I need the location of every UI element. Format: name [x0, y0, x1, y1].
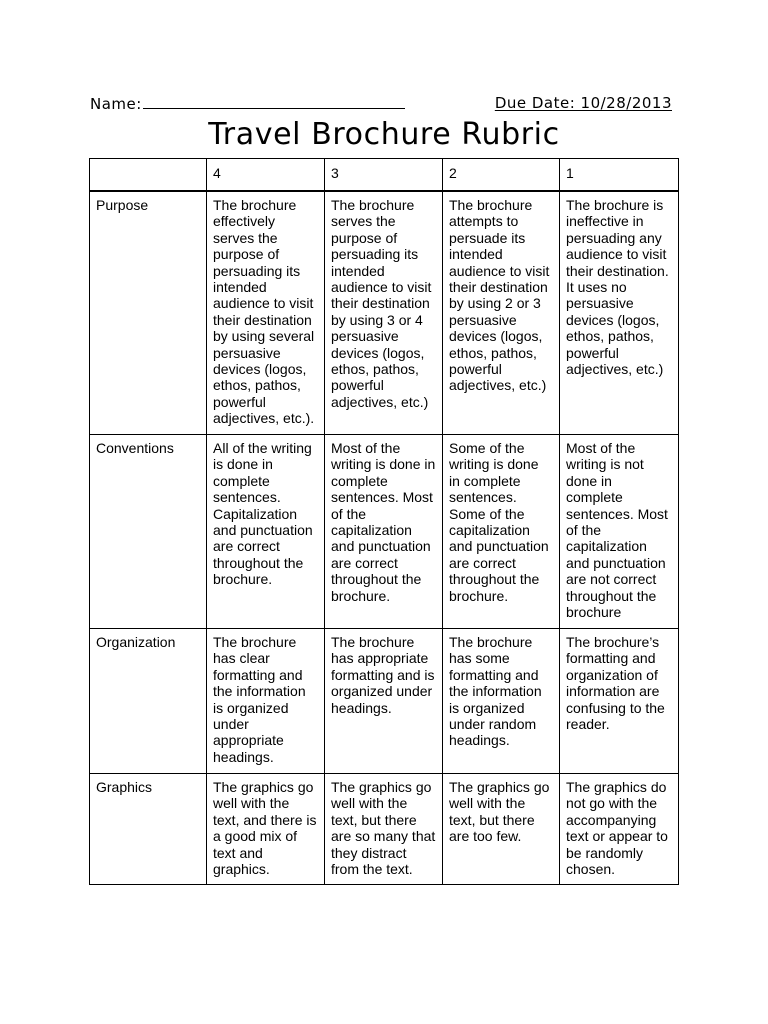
criteria-cell: The brochure has appropriate formatting and is organized under headings.	[325, 629, 443, 774]
category-cell: Purpose	[90, 191, 207, 435]
criteria-cell: The brochure has some formatting and the information is organized under random headings.	[443, 629, 560, 774]
criteria-cell: The graphics go well with the text, but there are too few.	[443, 774, 560, 885]
table-row-conventions	[90, 435, 679, 629]
criteria-cell: Some of the writing is done in complete sentences. Some of the capitalization and punctuation are correct throughout the brochure.	[443, 435, 560, 629]
header-cell-3: 3	[325, 159, 443, 192]
category-cell: Conventions	[90, 435, 207, 629]
criteria-cell: The graphics go well with the text, but there are so many that they distract from the text.	[325, 774, 443, 885]
header-cell-blank	[90, 159, 207, 192]
header-cell-1: 1	[560, 159, 679, 192]
category-cell: Organization	[90, 629, 207, 774]
table-row-purpose	[90, 191, 679, 435]
criteria-cell: The brochure effectively serves the purpose of persuading its intended audience to visit their destination by using several persuasive devices (logos, ethos, pathos, powerful adjectives, etc.).	[207, 191, 325, 435]
criteria-cell: All of the writing is done in complete sentences. Capitalization and punctuation are correct throughout the brochure.	[207, 435, 325, 629]
name-blank-line[interactable]	[143, 94, 405, 109]
name-label: Name:	[90, 95, 142, 113]
criteria-cell: The brochure is ineffective in persuading any audience to visit their destination. It uses no persuasive devices (logos, ethos, pathos, powerful adjectives, etc.)	[560, 191, 679, 435]
page-title: Travel Brochure Rubric	[208, 117, 560, 152]
category-cell: Graphics	[90, 774, 207, 885]
criteria-cell: Most of the writing is done in complete sentences. Most of the capitalization and punctuation are correct throughout the brochure.	[325, 435, 443, 629]
criteria-cell: The graphics do not go with the accompanying text or appear to be randomly chosen.	[560, 774, 679, 885]
criteria-cell: The brochure has clear formatting and the information is organized under appropriate headings.	[207, 629, 325, 774]
name-field	[90, 94, 405, 113]
criteria-cell: Most of the writing is not done in complete sentences. Most of the capitalization and punctuation are not correct throughout the brochure	[560, 435, 679, 629]
due-date: Due Date: 10/28/2013	[494, 94, 672, 112]
table-row-graphics	[90, 774, 679, 885]
criteria-cell: The brochure attempts to persuade its intended audience to visit their destination by using 2 or 3 persuasive devices (logos, ethos, pathos, powerful adjectives, etc.)	[443, 191, 560, 435]
rubric-table	[89, 158, 679, 885]
criteria-cell: The brochure serves the purpose of persuading its intended audience to visit their destination by using 3 or 4 persuasive devices (logos, ethos, pathos, powerful adjectives, etc.)	[325, 191, 443, 435]
criteria-cell: The brochure’s formatting and organization of information are confusing to the reader.	[560, 629, 679, 774]
header-cell-4: 4	[207, 159, 325, 192]
table-header-row	[90, 159, 679, 192]
header-cell-2: 2	[443, 159, 560, 192]
header-line	[90, 94, 672, 114]
table-row-organization	[90, 629, 679, 774]
criteria-cell: The graphics go well with the text, and there is a good mix of text and graphics.	[207, 774, 325, 885]
